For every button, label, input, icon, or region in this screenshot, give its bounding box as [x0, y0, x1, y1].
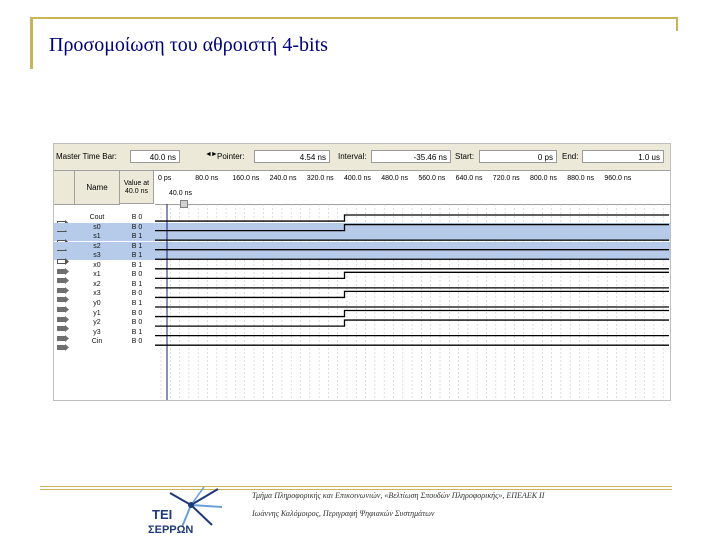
waveform-editor	[53, 143, 671, 401]
signal-value: B 0	[131, 214, 143, 221]
logo-text-tei: ΤΕΙ	[152, 507, 173, 522]
signal-value: B 0	[131, 338, 143, 346]
master-time-bar-field[interactable]: 40.0 ns	[130, 150, 180, 163]
pointer-label: Pointer:	[217, 152, 245, 161]
cursor-time-label: 40.0 ns	[169, 190, 192, 197]
signal-value: B 0	[131, 319, 143, 327]
signal-value: B 1	[131, 261, 143, 269]
logo-star-icon	[170, 487, 222, 527]
signal-name: y3	[93, 328, 101, 336]
signal-value: B 1	[131, 233, 143, 241]
slide-title: Προσομοίωση του αθροιστή 4-bits	[49, 34, 328, 56]
signal-value: B 1	[131, 252, 143, 260]
timeline-tick: 800.0 ns	[530, 175, 557, 182]
footer-rule-bottom	[40, 489, 672, 490]
signal-value: B 0	[131, 223, 143, 231]
signal-value: B 1	[131, 242, 143, 250]
timeline-tick: 480.0 ns	[381, 175, 409, 182]
start-label: Start:	[455, 152, 475, 161]
timeline-tick: 160.0 ns	[232, 175, 260, 182]
signal-name: x0	[93, 261, 101, 269]
timeline-tick: 80.0 ns	[195, 175, 219, 182]
signal-name: s0	[93, 223, 101, 231]
signal-value: B 1	[131, 280, 143, 288]
slide-frame-right	[676, 17, 678, 31]
slide-frame-left	[30, 17, 33, 69]
signal-value: B 0	[131, 309, 143, 317]
timeline-tick: 720.0 ns	[492, 175, 520, 182]
signal-value: B 0	[131, 290, 143, 298]
tei-serron-logo	[146, 487, 226, 537]
end-label: End:	[562, 152, 579, 161]
signal-name: s2	[93, 242, 101, 250]
signal-name: x2	[93, 280, 101, 288]
value-header-line2: 40.0 ns	[125, 188, 148, 195]
signal-name: y2	[93, 319, 101, 327]
timeline-tick: 560.0 ns	[418, 175, 446, 182]
signal-name: Cin	[91, 338, 103, 346]
footer-department-text: Τμήμα Πληροφορικής και Επικοινωνιών, «Βελτίωση Σπουδών Πληροφορικής», ΕΠΕΑΕΚ ΙΙ	[252, 491, 545, 500]
timeline-tick: 640.0 ns	[455, 175, 483, 182]
signal-value: B 1	[131, 299, 143, 307]
master-time-bar-label: Master Time Bar:	[56, 152, 117, 161]
signal-name: y1	[93, 309, 101, 317]
signal-name: y0	[93, 299, 101, 307]
slide-frame-top	[30, 17, 678, 19]
name-column-header[interactable]: Name	[75, 171, 120, 205]
logo-text-serron: ΣΕΡΡΩΝ	[148, 524, 194, 536]
signal-name: s1	[93, 233, 101, 241]
timeline-tick: 320.0 ns	[306, 175, 334, 182]
signal-name: x3	[93, 290, 101, 298]
signal-value: B 1	[131, 328, 143, 336]
timeline-tick: 960.0 ns	[604, 175, 632, 182]
footer-author-text: Ιωάννης Καλόμοιρος, Περιγραφή Ψηφιακών Συστημάτων	[252, 509, 435, 518]
footer-rule-top	[40, 486, 672, 487]
timeline-tick: 880.0 ns	[567, 175, 595, 182]
pointer-field[interactable]: 4.54 ns	[254, 150, 330, 163]
start-field[interactable]: 0 ps	[479, 150, 557, 163]
interval-field[interactable]: -35.46 ns	[371, 150, 451, 163]
timeline-tick: 400.0 ns	[344, 175, 371, 182]
signal-value: B 0	[131, 271, 143, 279]
waveform-area[interactable]	[54, 144, 670, 400]
end-field[interactable]: 1.0 us	[582, 150, 664, 163]
signal-name: Cout	[89, 214, 105, 221]
timeline-tick: 240.0 ns	[269, 175, 297, 182]
timeline-tick: 0 ps	[158, 175, 172, 182]
value-header-line1: Value at	[123, 180, 150, 187]
time-bar-nav-arrows[interactable]: ◄►	[205, 151, 217, 158]
interval-label: Interval:	[338, 152, 367, 161]
signal-name: s3	[93, 252, 101, 260]
signal-name: x1	[93, 271, 101, 279]
